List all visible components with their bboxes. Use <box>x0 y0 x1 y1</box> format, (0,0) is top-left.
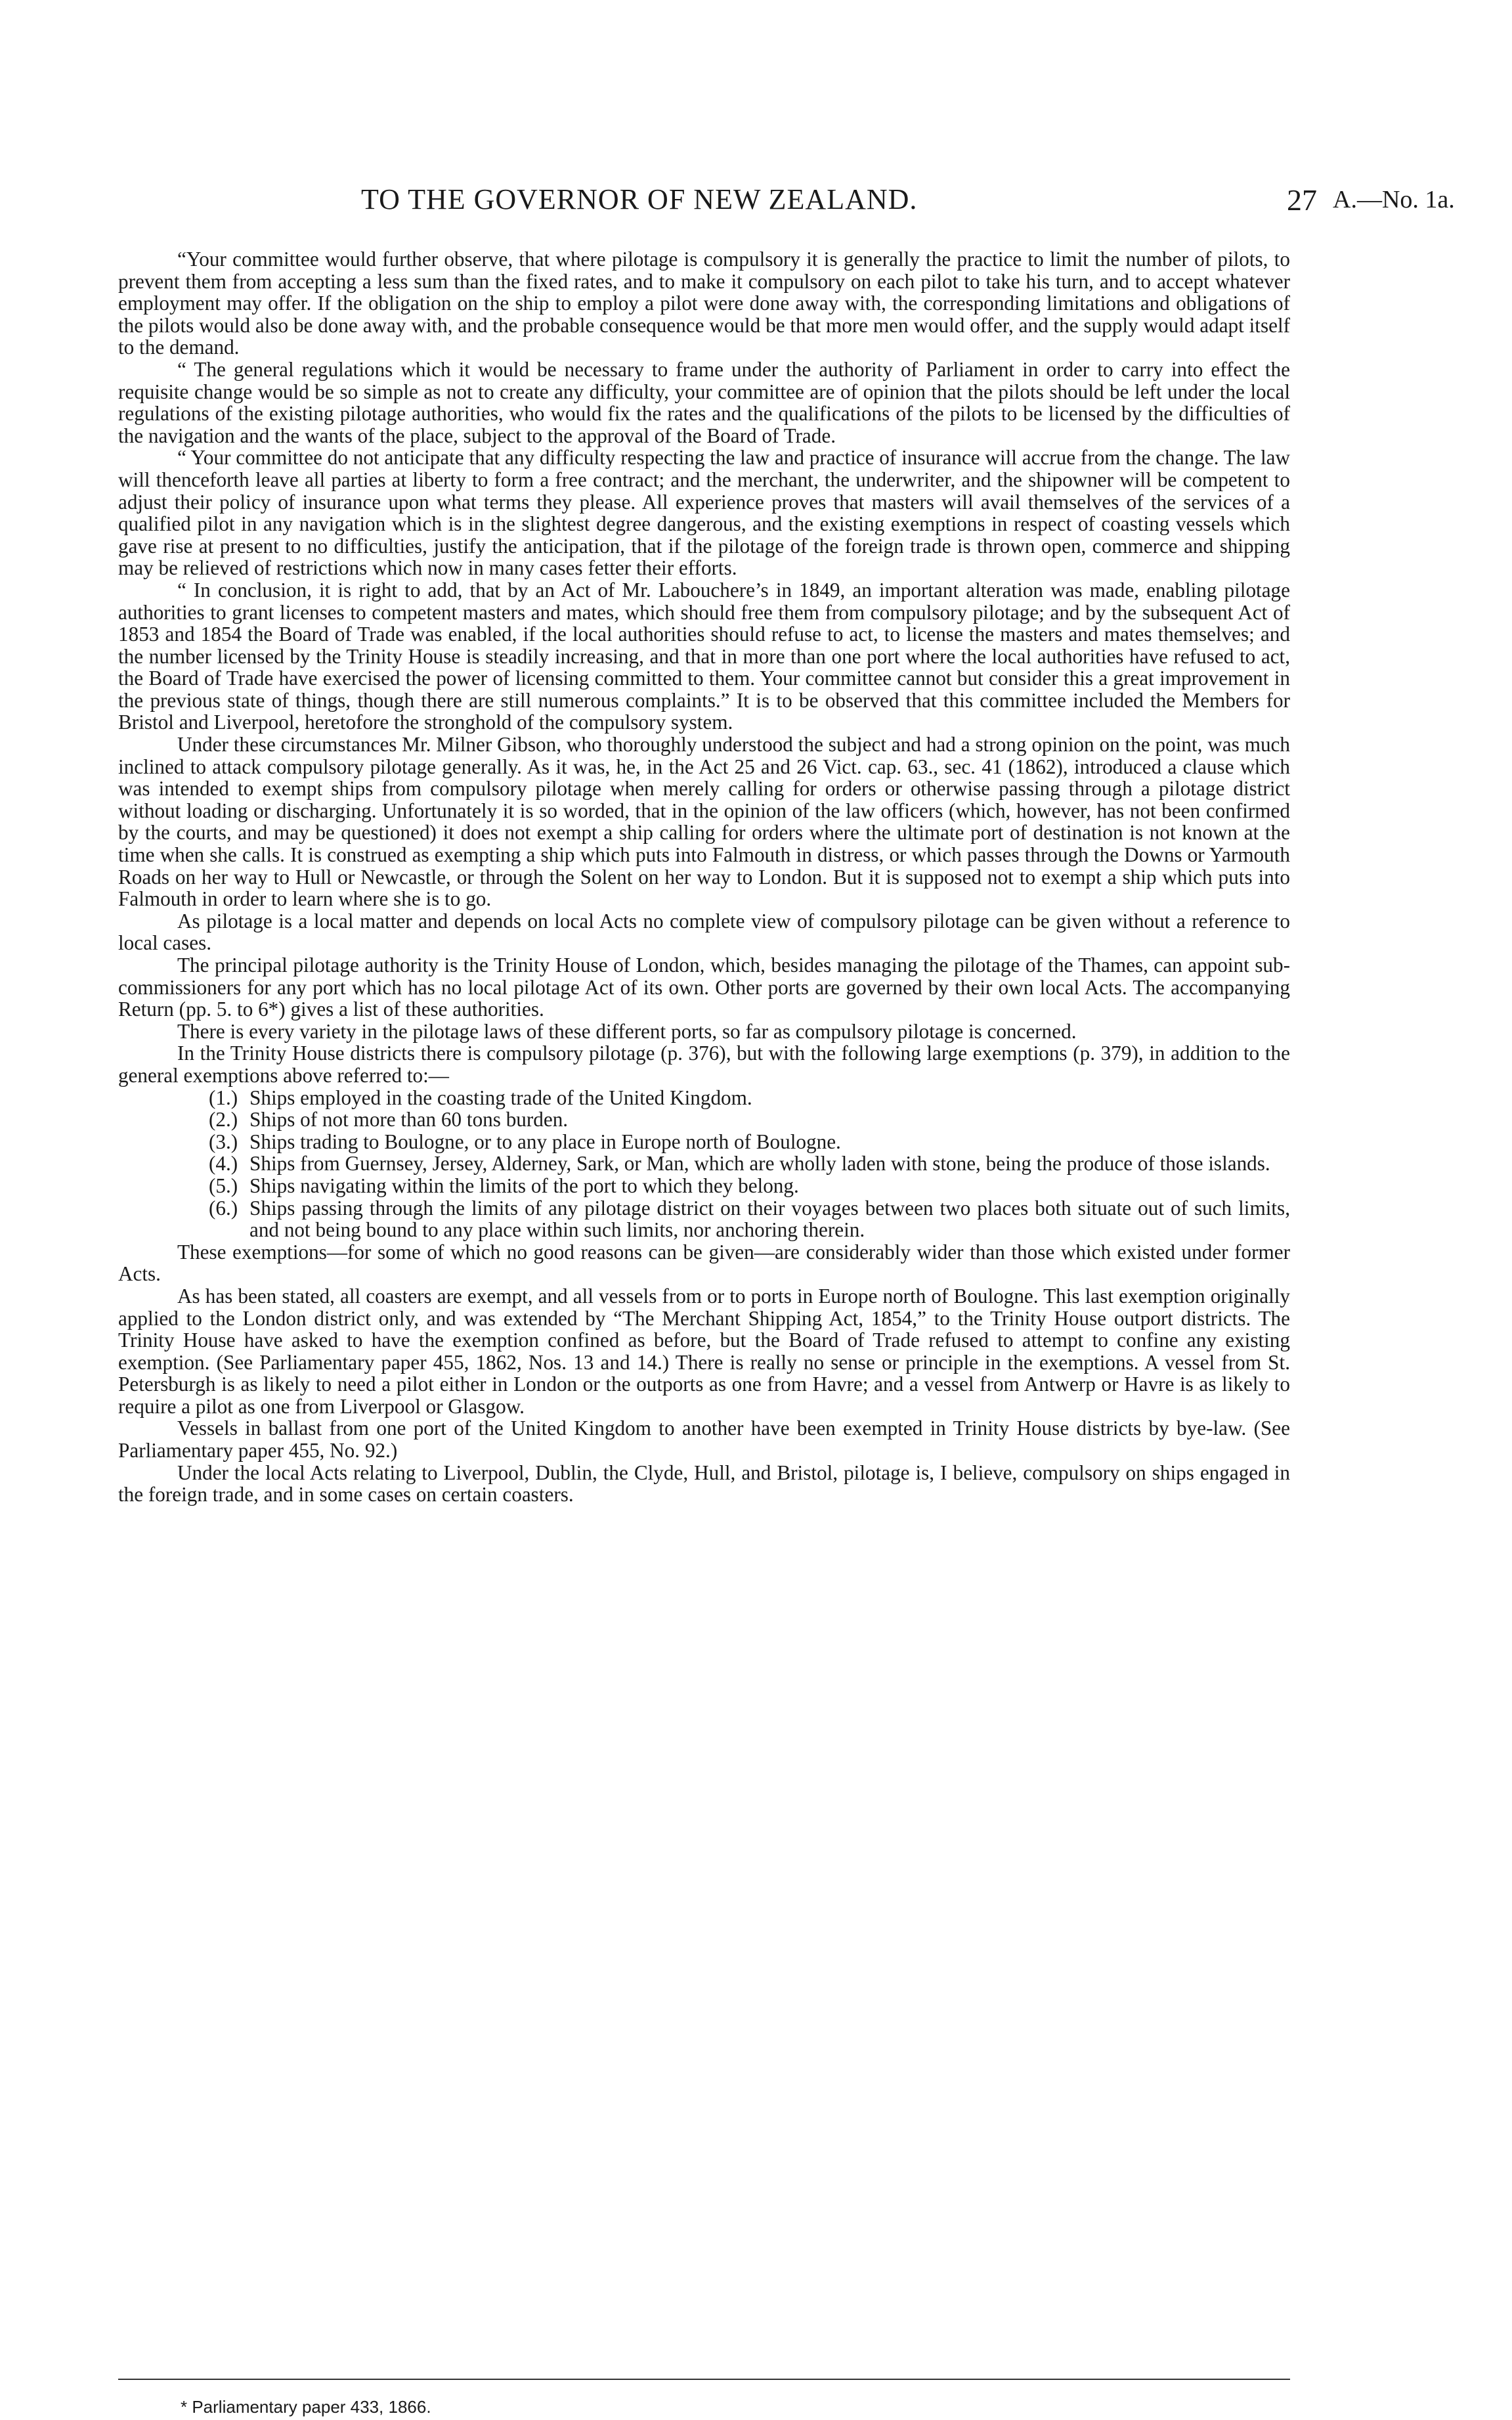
page-header <box>118 183 1455 222</box>
list-item <box>118 1109 1290 1131</box>
list-item-text: Ships of not more than 60 tons burden. <box>249 1108 569 1132</box>
paragraph: “ Your committee do not anticipate that any difficulty respecting the law and practice of insurance will accrue from the change. The law will thenceforth leave all parties at liberty to form a free contract; and the merchant, the underwriter, and the shipowner will be competent to adjust their policy of insurance upon what terms they please. All experience proves that masters will avail themselves of the services of a qualified pilot in any navigation which is in the slightest degree dangerous, and the existing exemptions in respect of coasting vessels which gave rise at present to no difficulties, justify the anticipation, that if the pilotage of the foreign trade is thrown open, commerce and shipping may be relieved of restrictions which now in many cases fetter their efforts. <box>118 446 1290 580</box>
paragraph: “Your committee would further observe, that where pilotage is compulsory it is generally the practice to limit the number of pilots, to prevent them from accepting a less sum than the fixed rates, and to make it compulsory on each pilot to take his turn, and to accept whatever employment may offer. If the obligation on the ship to employ a pilot were done away with, the corresponding limitations and obligations of the pilots would also be done away with, and the probable consequence would be that more men would offer, and the supply would adapt itself to the demand. <box>118 248 1290 359</box>
list-item-number: (2.) <box>209 1108 238 1132</box>
paragraph: Under the local Acts relating to Liverpool, Dublin, the Clyde, Hull, and Bristol, pilotage is, I believe, compulsory on ships engaged in the foreign trade, and in some cases on certain coasters. <box>118 1461 1290 1507</box>
paragraph: The principal pilotage authority is the Trinity House of London, which, besides managing the pilotage of the Thames, can appoint sub-commissioners for any port which has no local pilotage Act of its own. Other ports are governed by their own local Acts. The accompanying Return (pp. 5. to 6*) gives a list of these authorities. <box>118 954 1290 1021</box>
page-number: 27 <box>1287 183 1317 217</box>
footnote: * Parliamentary paper 433, 1866. <box>181 2397 431 2417</box>
list-item <box>118 1131 1290 1153</box>
document-reference: A.—No. 1a. <box>1333 186 1455 213</box>
list-item-number: (6.) <box>209 1196 238 1220</box>
list-item-text: Ships passing through the limits of any pilotage district on their voyages between two places both situate out of such limits, and not being bound to any place within such limits, nor anchoring therein. <box>249 1196 1290 1242</box>
list-item-number: (1.) <box>209 1086 238 1109</box>
paragraph: “ In conclusion, it is right to add, that by an Act of Mr. Labouchere’s in 1849, an important alteration was made, enabling pilotage authorities to grant licenses to competent masters and mates, which should free them from compulsory pilotage; and by the subsequent Act of 1853 and 1854 the Board of Trade was enabled, if the local authorities should refuse to act, to license the masters and mates themselves; and the number licensed by the Trinity House is steadily increasing, and that in more than one port where the local authorities have refused to act, the Board of Trade have exercised the power of licensing committed to them. Your committee cannot but consider this a great improvement in the previous state of things, though there are still numerous complaints.” It is to be observed that this committee included the Members for Bristol and Liverpool, heretofore the stronghold of the compulsory system. <box>118 578 1290 734</box>
list-item-text: Ships trading to Boulogne, or to any place in Europe north of Boulogne. <box>249 1130 841 1153</box>
list-item-text: Ships from Guernsey, Jersey, Alderney, Sark, or Man, which are wholly laden with stone, being the produce of those islands. <box>249 1152 1270 1176</box>
list-item <box>118 1197 1290 1241</box>
list-item <box>118 1175 1290 1197</box>
paragraph: These exemptions—for some of which no good reasons can be given—are considerably wider than those which existed under former Acts. <box>118 1240 1290 1286</box>
list-item-text: Ships employed in the coasting trade of the United Kingdom. <box>249 1086 752 1109</box>
page-title: TO THE GOVERNOR OF NEW ZEALAND. <box>361 183 918 215</box>
list-item-text: Ships navigating within the limits of the port to which they belong. <box>249 1174 799 1197</box>
body-text <box>118 248 1290 1506</box>
paragraph: Vessels in ballast from one port of the United Kingdom to another have been exempted in Trinity House districts by bye-law. (See Parliamentary paper 455, No. 92.) <box>118 1417 1290 1463</box>
paragraph: In the Trinity House districts there is compulsory pilotage (p. 376), but with the following large exemptions (p. 379), in addition to the general exemptions above referred to:— <box>118 1042 1290 1087</box>
paragraph: As pilotage is a local matter and depends on local Acts no complete view of compulsory pilotage can be given without a reference to local cases. <box>118 909 1290 955</box>
footnote-divider <box>118 2379 1290 2380</box>
list-item <box>118 1153 1290 1175</box>
exemptions-list <box>118 1087 1290 1241</box>
paragraph: As has been stated, all coasters are exempt, and all vessels from or to ports in Europe north of Boulogne. This last exemption originally applied to the London district only, and was extended by “The Merchant Shipping Act, 1854,” to the Trinity House outport districts. The Trinity House have asked to have the exemption confined as before, but the Board of Trade refused to attempt to confine any existing exemption. (See Parliamentary paper 455, 1862, Nos. 13 and 14.) There is really no sense or principle in the exemptions. A vessel from St. Petersburgh is as likely to need a pilot either in London or the outports as one from Havre; and a vessel from Antwerp or Havre is as likely to require a pilot as one from Liverpool or Glasgow. <box>118 1284 1290 1418</box>
list-item-number: (5.) <box>209 1174 238 1197</box>
paragraph: Under these circumstances Mr. Milner Gibson, who thoroughly understood the subject and had a strong opinion on the point, was much inclined to attack compulsory pilotage generally. As it was, he, in the Act 25 and 26 Vict. cap. 63., sec. 41 (1862), introduced a clause which was intended to exempt ships from compulsory pilotage when merely calling for orders or otherwise passing through a pilotage district without loading or discharging. Unfortunately it is so worded, that in the opinion of the law officers (which, however, has not been confirmed by the courts, and may be questioned) it does not exempt a ship calling for orders where the ultimate port of destination is not known at the time when she calls. It is construed as exempting a ship which puts into Falmouth in distress, or which passes through the Downs or Yarmouth Roads on her way to Hull or Newcastle, or through the Solent on her way to London. But it is supposed not to exempt a ship which puts into Falmouth in order to learn where she is to go. <box>118 733 1290 911</box>
list-item-number: (3.) <box>209 1130 238 1153</box>
list-item-number: (4.) <box>209 1152 238 1176</box>
paragraph: There is every variety in the pilotage laws of these different ports, so far as compulsory pilotage is concerned. <box>177 1019 1077 1043</box>
paragraph: “ The general regulations which it would be necessary to frame under the authority of Parliament in order to carry into effect the requisite change would be so simple as not to create any difficulty, your committee are of opinion that the pilots should be left under the local regulations of the existing pilotage authorities, who would fix the rates and the qualifications of the pilots to be licensed by the difficulties of the navigation and the wants of the place, subject to the approval of the Board of Trade. <box>118 357 1290 447</box>
list-item <box>118 1087 1290 1109</box>
